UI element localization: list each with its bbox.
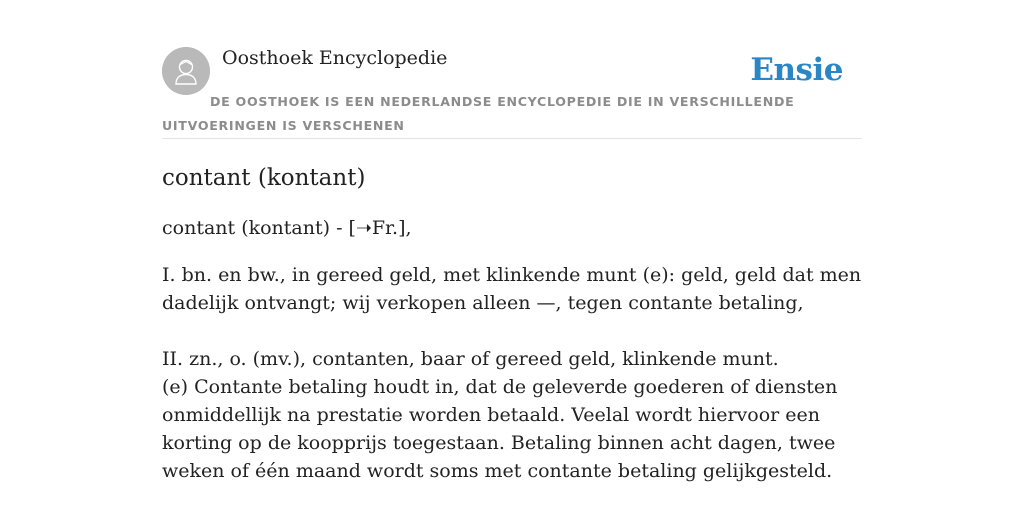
sense-2: II. zn., o. (mv.), contanten, baar of gereed geld, klinkende munt. <box>162 348 779 370</box>
page <box>162 0 862 485</box>
user-avatar-icon[interactable] <box>162 47 210 95</box>
entry-title: contant (kontant) <box>162 165 366 191</box>
source-title[interactable]: Oosthoek Encyclopedie <box>222 47 448 69</box>
entry-note: (e) Contante betaling houdt in, dat de geleverde goederen of diensten onmiddellijk na prestatie worden betaald. Veelal wordt hiervoor een korting op de koopprijs toegestaan. Betaling binnen acht dagen, twee weken of één maand wordt soms met contante betaling gelijkgesteld. <box>162 376 838 482</box>
paragraph-spacer <box>162 317 862 345</box>
ensie-logo-link[interactable]: Ensie <box>750 52 843 88</box>
source-header <box>162 46 862 139</box>
sense-1: I. bn. en bw., in gereed geld, met klinkende munt (e): geld, geld dat men dadelijk ontvangt; wij verkopen alleen —, tegen contante betaling, <box>162 264 862 314</box>
entry-body <box>162 261 862 485</box>
entry-lemma: contant (kontant) - [➝Fr.], <box>162 217 412 239</box>
source-description: DE OOSTHOEK IS EEN NEDERLANDSE ENCYCLOPEDIE DIE IN VERSCHILLENDE UITVOERINGEN IS VERSCHENEN <box>162 94 795 133</box>
